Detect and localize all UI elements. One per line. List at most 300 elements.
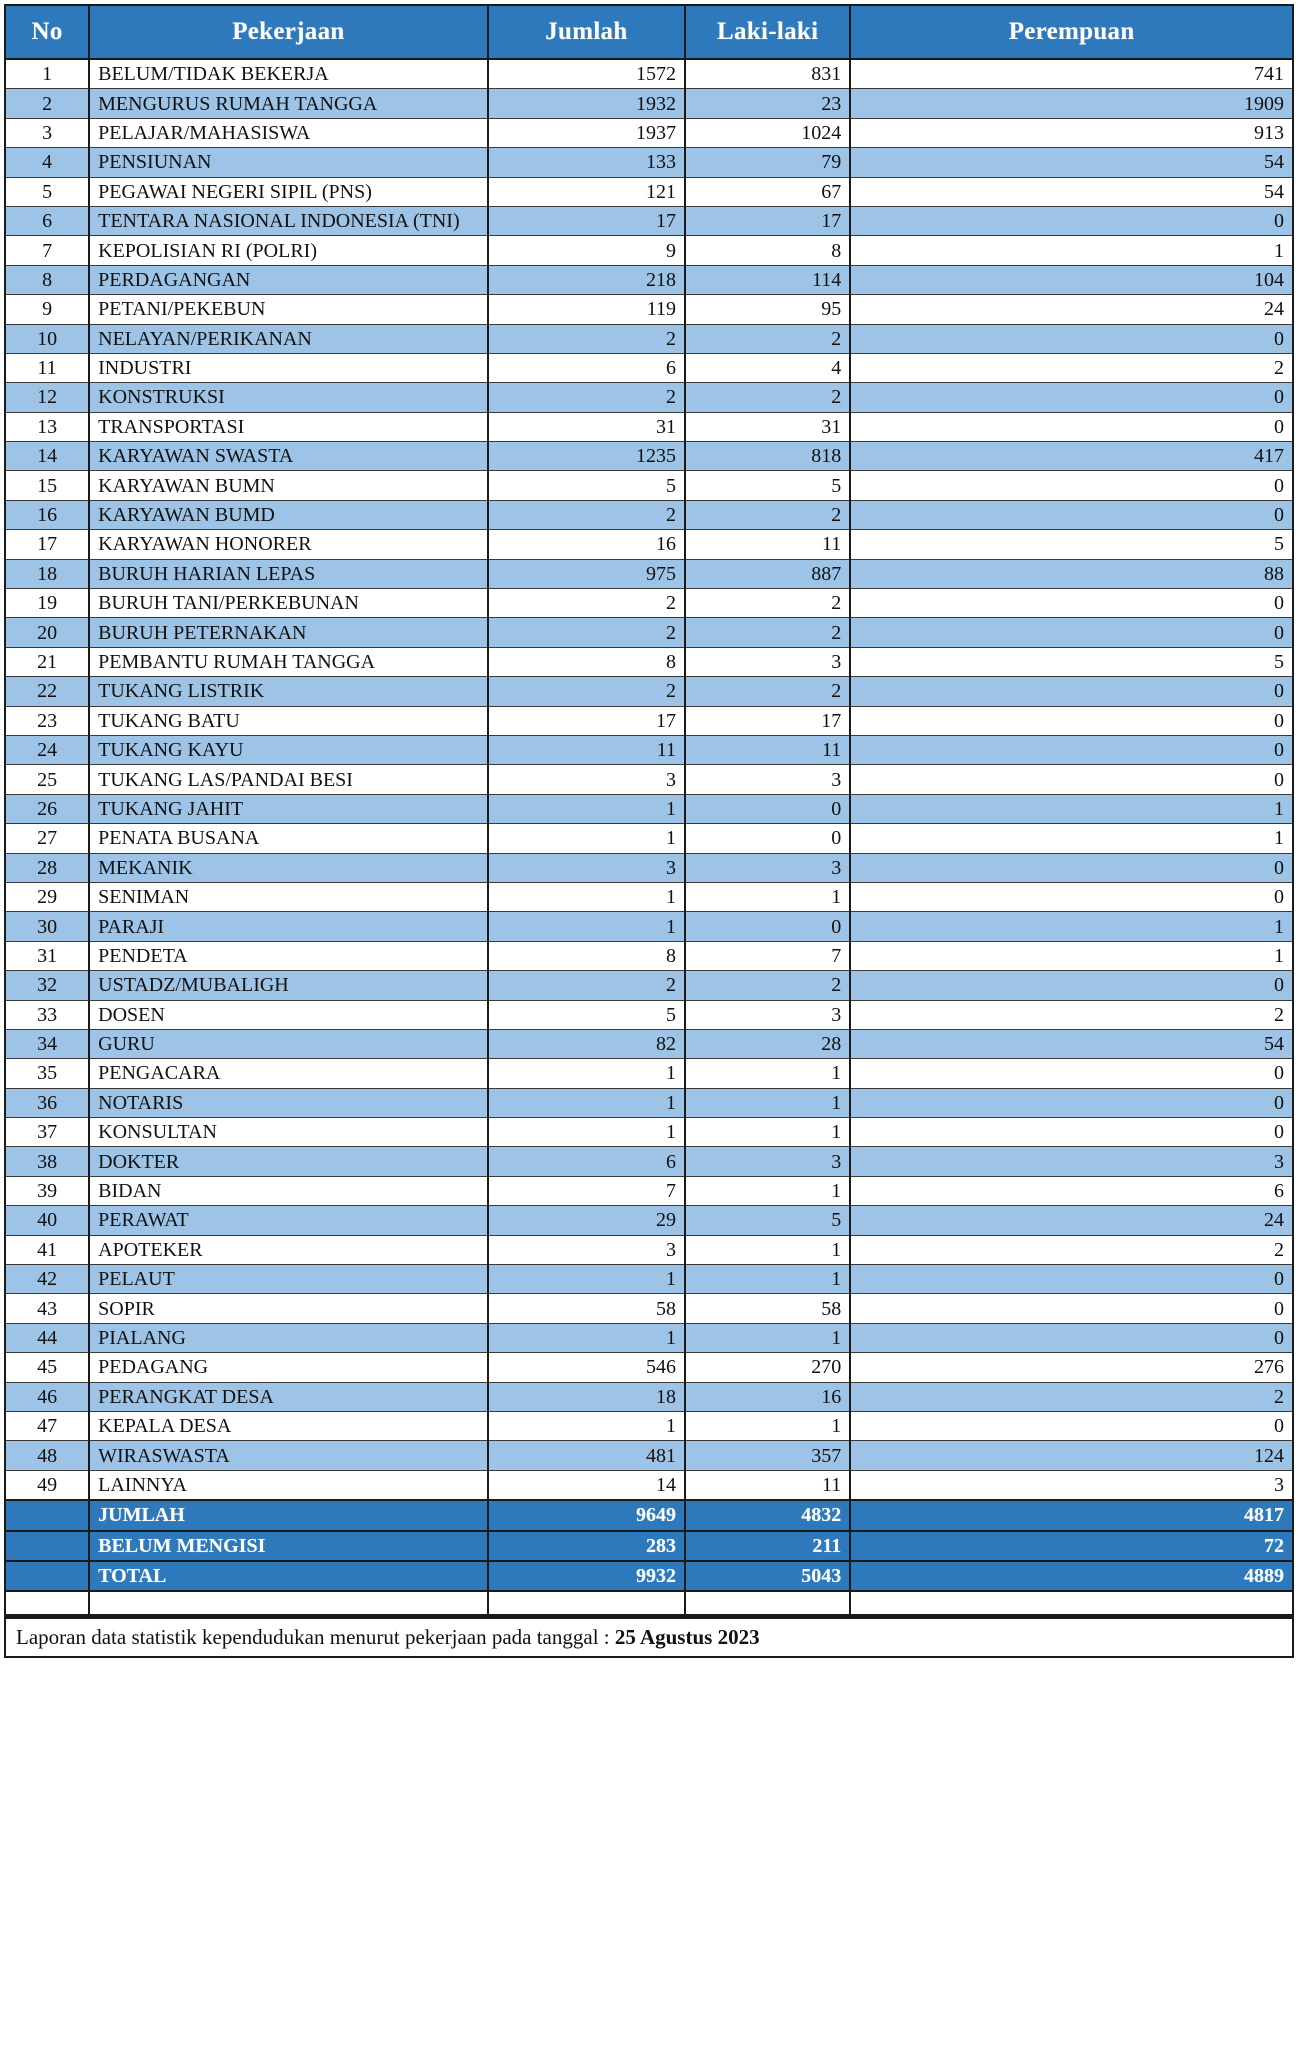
cell-jumlah: 133: [488, 148, 685, 177]
cell-laki-laki: 3: [685, 1000, 850, 1029]
cell-no: 36: [5, 1088, 89, 1117]
cell-no: 48: [5, 1441, 89, 1470]
cell-pekerjaan: PEMBANTU RUMAH TANGGA: [89, 647, 488, 676]
cell-laki-laki: 17: [685, 206, 850, 235]
cell-pekerjaan: PELAUT: [89, 1265, 488, 1294]
cell-no: 32: [5, 971, 89, 1000]
cell-jumlah: 3: [488, 765, 685, 794]
cell-laki-laki: 831: [685, 59, 850, 89]
cell-jumlah: 18: [488, 1382, 685, 1411]
table-spacer-row: [5, 1591, 1293, 1615]
column-header-laki-laki[interactable]: Laki-laki: [685, 5, 850, 59]
cell-pekerjaan: PETANI/PEKEBUN: [89, 295, 488, 324]
table-row: [5, 148, 1293, 177]
cell-laki-laki: 17: [685, 706, 850, 735]
cell-pekerjaan: NOTARIS: [89, 1088, 488, 1117]
cell-perempuan: 1: [850, 794, 1293, 823]
cell-no: 40: [5, 1206, 89, 1235]
cell-jumlah: 2: [488, 971, 685, 1000]
cell-jumlah: 6: [488, 1147, 685, 1176]
table-row: [5, 765, 1293, 794]
table-header: [5, 5, 1293, 59]
cell-pekerjaan: PIALANG: [89, 1323, 488, 1352]
spacer-cell: [488, 1591, 685, 1615]
column-header-perempuan[interactable]: Perempuan: [850, 5, 1293, 59]
summary-cell-jumlah: 9649: [488, 1500, 685, 1530]
cell-laki-laki: 2: [685, 618, 850, 647]
cell-no: 17: [5, 530, 89, 559]
cell-laki-laki: 8: [685, 236, 850, 265]
table-row: [5, 1265, 1293, 1294]
spacer-cell: [5, 1591, 89, 1615]
cell-pekerjaan: NELAYAN/PERIKANAN: [89, 324, 488, 353]
cell-pekerjaan: WIRASWASTA: [89, 1441, 488, 1470]
cell-laki-laki: 2: [685, 500, 850, 529]
cell-no: 16: [5, 500, 89, 529]
cell-laki-laki: 28: [685, 1029, 850, 1058]
cell-no: 25: [5, 765, 89, 794]
cell-perempuan: 0: [850, 1294, 1293, 1323]
table-row: [5, 1353, 1293, 1382]
cell-perempuan: 2: [850, 353, 1293, 382]
cell-jumlah: 1572: [488, 59, 685, 89]
cell-laki-laki: 2: [685, 324, 850, 353]
table-row: [5, 882, 1293, 911]
cell-no: 27: [5, 824, 89, 853]
table-row: [5, 1411, 1293, 1440]
cell-laki-laki: 1: [685, 1265, 850, 1294]
cell-jumlah: 546: [488, 1353, 685, 1382]
cell-pekerjaan: PENDETA: [89, 941, 488, 970]
cell-perempuan: 124: [850, 1441, 1293, 1470]
cell-perempuan: 417: [850, 442, 1293, 471]
summary-cell-laki-laki: 5043: [685, 1561, 850, 1591]
cell-jumlah: 2: [488, 324, 685, 353]
summary-cell-label: BELUM MENGISI: [89, 1531, 488, 1561]
cell-pekerjaan: USTADZ/MUBALIGH: [89, 971, 488, 1000]
table-row: [5, 118, 1293, 147]
cell-perempuan: 0: [850, 882, 1293, 911]
table-row: [5, 1176, 1293, 1205]
cell-no: 33: [5, 1000, 89, 1029]
cell-pekerjaan: LAINNYA: [89, 1470, 488, 1500]
cell-jumlah: 1: [488, 1323, 685, 1352]
cell-perempuan: 5: [850, 530, 1293, 559]
cell-pekerjaan: PERAWAT: [89, 1206, 488, 1235]
cell-laki-laki: 2: [685, 971, 850, 1000]
cell-perempuan: 0: [850, 412, 1293, 441]
cell-no: 34: [5, 1029, 89, 1058]
cell-pekerjaan: PENSIUNAN: [89, 148, 488, 177]
cell-laki-laki: 2: [685, 677, 850, 706]
cell-pekerjaan: PEGAWAI NEGERI SIPIL (PNS): [89, 177, 488, 206]
cell-jumlah: 8: [488, 941, 685, 970]
cell-laki-laki: 11: [685, 530, 850, 559]
cell-pekerjaan: APOTEKER: [89, 1235, 488, 1264]
cell-laki-laki: 1: [685, 1176, 850, 1205]
cell-laki-laki: 67: [685, 177, 850, 206]
cell-pekerjaan: TUKANG KAYU: [89, 735, 488, 764]
cell-perempuan: 3: [850, 1470, 1293, 1500]
population-by-occupation-table: [4, 4, 1294, 1616]
cell-pekerjaan: PARAJI: [89, 912, 488, 941]
cell-no: 39: [5, 1176, 89, 1205]
cell-pekerjaan: BURUH HARIAN LEPAS: [89, 559, 488, 588]
cell-jumlah: 2: [488, 383, 685, 412]
cell-laki-laki: 2: [685, 589, 850, 618]
cell-jumlah: 1: [488, 1265, 685, 1294]
cell-jumlah: 8: [488, 647, 685, 676]
cell-no: 21: [5, 647, 89, 676]
summary-cell-laki-laki: 211: [685, 1531, 850, 1561]
cell-jumlah: 29: [488, 1206, 685, 1235]
cell-perempuan: 0: [850, 971, 1293, 1000]
cell-pekerjaan: PENGACARA: [89, 1059, 488, 1088]
cell-pekerjaan: TENTARA NASIONAL INDONESIA (TNI): [89, 206, 488, 235]
cell-pekerjaan: KARYAWAN BUMN: [89, 471, 488, 500]
table-row: [5, 1118, 1293, 1147]
cell-perempuan: 1909: [850, 89, 1293, 118]
column-header-jumlah[interactable]: Jumlah: [488, 5, 685, 59]
cell-no: 49: [5, 1470, 89, 1500]
table-row: [5, 177, 1293, 206]
cell-jumlah: 17: [488, 206, 685, 235]
cell-laki-laki: 2: [685, 383, 850, 412]
cell-no: 38: [5, 1147, 89, 1176]
cell-no: 1: [5, 59, 89, 89]
cell-laki-laki: 5: [685, 471, 850, 500]
cell-no: 14: [5, 442, 89, 471]
cell-jumlah: 17: [488, 706, 685, 735]
cell-perempuan: 0: [850, 383, 1293, 412]
cell-jumlah: 1932: [488, 89, 685, 118]
summary-cell-laki-laki: 4832: [685, 1500, 850, 1530]
table-row: [5, 706, 1293, 735]
cell-no: 2: [5, 89, 89, 118]
cell-pekerjaan: INDUSTRI: [89, 353, 488, 382]
cell-perempuan: 0: [850, 324, 1293, 353]
cell-no: 22: [5, 677, 89, 706]
cell-jumlah: 82: [488, 1029, 685, 1058]
cell-perempuan: 6: [850, 1176, 1293, 1205]
cell-perempuan: 88: [850, 559, 1293, 588]
cell-pekerjaan: TRANSPORTASI: [89, 412, 488, 441]
table-row: [5, 853, 1293, 882]
table-row: [5, 206, 1293, 235]
cell-laki-laki: 1: [685, 1059, 850, 1088]
cell-perempuan: 1: [850, 941, 1293, 970]
summary-cell-jumlah: 283: [488, 1531, 685, 1561]
cell-laki-laki: 1: [685, 1235, 850, 1264]
cell-laki-laki: 16: [685, 1382, 850, 1411]
cell-perempuan: 0: [850, 1088, 1293, 1117]
table-row: [5, 442, 1293, 471]
cell-no: 15: [5, 471, 89, 500]
cell-no: 8: [5, 265, 89, 294]
cell-jumlah: 2: [488, 618, 685, 647]
summary-cell-perempuan: 4817: [850, 1500, 1293, 1530]
cell-jumlah: 3: [488, 1235, 685, 1264]
cell-perempuan: 24: [850, 295, 1293, 324]
table-row: [5, 1059, 1293, 1088]
summary-cell-no: [5, 1500, 89, 1530]
cell-perempuan: 1: [850, 236, 1293, 265]
cell-perempuan: 0: [850, 589, 1293, 618]
cell-no: 37: [5, 1118, 89, 1147]
spacer-cell: [850, 1591, 1293, 1615]
cell-pekerjaan: DOKTER: [89, 1147, 488, 1176]
cell-perempuan: 0: [850, 853, 1293, 882]
cell-perempuan: 0: [850, 1411, 1293, 1440]
cell-jumlah: 16: [488, 530, 685, 559]
cell-jumlah: 5: [488, 471, 685, 500]
cell-jumlah: 31: [488, 412, 685, 441]
cell-no: 44: [5, 1323, 89, 1352]
cell-laki-laki: 3: [685, 647, 850, 676]
cell-perempuan: 0: [850, 618, 1293, 647]
table-row: [5, 559, 1293, 588]
cell-no: 41: [5, 1235, 89, 1264]
table-row: [5, 236, 1293, 265]
cell-laki-laki: 357: [685, 1441, 850, 1470]
table-row: [5, 1323, 1293, 1352]
cell-no: 18: [5, 559, 89, 588]
cell-no: 4: [5, 148, 89, 177]
cell-no: 5: [5, 177, 89, 206]
cell-no: 6: [5, 206, 89, 235]
cell-no: 11: [5, 353, 89, 382]
cell-pekerjaan: MENGURUS RUMAH TANGGA: [89, 89, 488, 118]
table-row: [5, 1294, 1293, 1323]
cell-no: 29: [5, 882, 89, 911]
summary-cell-label: JUMLAH: [89, 1500, 488, 1530]
cell-jumlah: 1: [488, 1411, 685, 1440]
cell-laki-laki: 95: [685, 295, 850, 324]
table-row: [5, 647, 1293, 676]
cell-laki-laki: 7: [685, 941, 850, 970]
cell-perempuan: 0: [850, 471, 1293, 500]
cell-jumlah: 121: [488, 177, 685, 206]
cell-perempuan: 54: [850, 177, 1293, 206]
cell-jumlah: 2: [488, 500, 685, 529]
cell-no: 28: [5, 853, 89, 882]
table-row: [5, 1441, 1293, 1470]
cell-no: 13: [5, 412, 89, 441]
cell-perempuan: 913: [850, 118, 1293, 147]
cell-laki-laki: 3: [685, 853, 850, 882]
cell-jumlah: 1: [488, 912, 685, 941]
cell-pekerjaan: TUKANG BATU: [89, 706, 488, 735]
table-row: [5, 677, 1293, 706]
cell-laki-laki: 5: [685, 1206, 850, 1235]
cell-laki-laki: 1024: [685, 118, 850, 147]
cell-jumlah: 14: [488, 1470, 685, 1500]
cell-laki-laki: 1: [685, 1323, 850, 1352]
cell-laki-laki: 0: [685, 824, 850, 853]
summary-cell-perempuan: 4889: [850, 1561, 1293, 1591]
cell-perempuan: 0: [850, 1118, 1293, 1147]
cell-pekerjaan: KONSTRUKSI: [89, 383, 488, 412]
summary-cell-jumlah: 9932: [488, 1561, 685, 1591]
table-row: [5, 1206, 1293, 1235]
table-row: [5, 1147, 1293, 1176]
cell-laki-laki: 79: [685, 148, 850, 177]
cell-perempuan: 276: [850, 1353, 1293, 1382]
cell-no: 43: [5, 1294, 89, 1323]
cell-no: 23: [5, 706, 89, 735]
cell-laki-laki: 1: [685, 1411, 850, 1440]
cell-perempuan: 0: [850, 765, 1293, 794]
cell-perempuan: 0: [850, 735, 1293, 764]
cell-laki-laki: 23: [685, 89, 850, 118]
cell-perempuan: 5: [850, 647, 1293, 676]
cell-no: 46: [5, 1382, 89, 1411]
table-row: [5, 1382, 1293, 1411]
table-row: [5, 1470, 1293, 1500]
cell-perempuan: 104: [850, 265, 1293, 294]
cell-laki-laki: 3: [685, 765, 850, 794]
cell-perempuan: 54: [850, 1029, 1293, 1058]
cell-jumlah: 9: [488, 236, 685, 265]
table-row: [5, 59, 1293, 89]
cell-perempuan: 1: [850, 824, 1293, 853]
cell-pekerjaan: PERANGKAT DESA: [89, 1382, 488, 1411]
cell-pekerjaan: KEPOLISIAN RI (POLRI): [89, 236, 488, 265]
cell-jumlah: 5: [488, 1000, 685, 1029]
cell-pekerjaan: BURUH TANI/PERKEBUNAN: [89, 589, 488, 618]
table-row: [5, 412, 1293, 441]
cell-laki-laki: 270: [685, 1353, 850, 1382]
cell-no: 7: [5, 236, 89, 265]
cell-jumlah: 1: [488, 824, 685, 853]
cell-pekerjaan: BELUM/TIDAK BEKERJA: [89, 59, 488, 89]
cell-pekerjaan: PEDAGANG: [89, 1353, 488, 1382]
cell-perempuan: 24: [850, 1206, 1293, 1235]
table-row: [5, 1088, 1293, 1117]
table-row: [5, 1029, 1293, 1058]
summary-cell-no: [5, 1561, 89, 1591]
cell-laki-laki: 58: [685, 1294, 850, 1323]
cell-laki-laki: 887: [685, 559, 850, 588]
cell-pekerjaan: KONSULTAN: [89, 1118, 488, 1147]
cell-no: 12: [5, 383, 89, 412]
cell-perempuan: 0: [850, 1059, 1293, 1088]
cell-laki-laki: 1: [685, 1088, 850, 1117]
cell-perempuan: 1: [850, 912, 1293, 941]
cell-pekerjaan: TUKANG LISTRIK: [89, 677, 488, 706]
cell-no: 24: [5, 735, 89, 764]
cell-pekerjaan: PELAJAR/MAHASISWA: [89, 118, 488, 147]
cell-jumlah: 218: [488, 265, 685, 294]
table-body: [5, 59, 1293, 1615]
cell-pekerjaan: PENATA BUSANA: [89, 824, 488, 853]
spacer-cell: [89, 1591, 488, 1615]
table-summary-row: [5, 1561, 1293, 1591]
cell-jumlah: 1: [488, 794, 685, 823]
cell-perempuan: 0: [850, 500, 1293, 529]
table-row: [5, 530, 1293, 559]
cell-perempuan: 0: [850, 206, 1293, 235]
cell-laki-laki: 11: [685, 735, 850, 764]
cell-pekerjaan: PERDAGANGAN: [89, 265, 488, 294]
cell-pekerjaan: GURU: [89, 1029, 488, 1058]
table-row: [5, 912, 1293, 941]
cell-laki-laki: 11: [685, 1470, 850, 1500]
footnote-label: Laporan data statistik kependudukan menurut pekerjaan pada tanggal :: [16, 1625, 615, 1650]
table-row: [5, 971, 1293, 1000]
column-header-pekerjaan[interactable]: Pekerjaan: [89, 5, 488, 59]
cell-pekerjaan: TUKANG JAHIT: [89, 794, 488, 823]
cell-jumlah: 6: [488, 353, 685, 382]
cell-no: 20: [5, 618, 89, 647]
cell-pekerjaan: KARYAWAN HONORER: [89, 530, 488, 559]
cell-laki-laki: 818: [685, 442, 850, 471]
table-row: [5, 89, 1293, 118]
table-row: [5, 735, 1293, 764]
column-header-no[interactable]: No: [5, 5, 89, 59]
cell-perempuan: 2: [850, 1000, 1293, 1029]
summary-cell-no: [5, 1531, 89, 1561]
cell-pekerjaan: KARYAWAN SWASTA: [89, 442, 488, 471]
table-row: [5, 1000, 1293, 1029]
report-footnote: [4, 1616, 1294, 1658]
table-row: [5, 383, 1293, 412]
cell-no: 10: [5, 324, 89, 353]
cell-no: 30: [5, 912, 89, 941]
summary-cell-perempuan: 72: [850, 1531, 1293, 1561]
summary-cell-label: TOTAL: [89, 1561, 488, 1591]
cell-jumlah: 7: [488, 1176, 685, 1205]
cell-perempuan: 0: [850, 1323, 1293, 1352]
cell-perempuan: 0: [850, 677, 1293, 706]
cell-laki-laki: 1: [685, 882, 850, 911]
cell-jumlah: 1: [488, 1059, 685, 1088]
table-summary-row: [5, 1500, 1293, 1530]
cell-pekerjaan: KARYAWAN BUMD: [89, 500, 488, 529]
table-header-row: [5, 5, 1293, 59]
cell-perempuan: 3: [850, 1147, 1293, 1176]
cell-jumlah: 1937: [488, 118, 685, 147]
table-row: [5, 589, 1293, 618]
cell-no: 3: [5, 118, 89, 147]
cell-laki-laki: 0: [685, 794, 850, 823]
cell-pekerjaan: SENIMAN: [89, 882, 488, 911]
cell-perempuan: 0: [850, 1265, 1293, 1294]
table-summary-row: [5, 1531, 1293, 1561]
footnote-text: [16, 1625, 760, 1650]
cell-no: 19: [5, 589, 89, 618]
cell-jumlah: 1: [488, 882, 685, 911]
footnote-date: 25 Agustus 2023: [614, 1625, 760, 1650]
table-row: [5, 794, 1293, 823]
cell-perempuan: 0: [850, 706, 1293, 735]
cell-perempuan: 2: [850, 1235, 1293, 1264]
cell-jumlah: 2: [488, 677, 685, 706]
cell-perempuan: 741: [850, 59, 1293, 89]
cell-pekerjaan: SOPIR: [89, 1294, 488, 1323]
cell-no: 47: [5, 1411, 89, 1440]
cell-no: 9: [5, 295, 89, 324]
table-row: [5, 265, 1293, 294]
table-row: [5, 324, 1293, 353]
table-row: [5, 471, 1293, 500]
cell-laki-laki: 3: [685, 1147, 850, 1176]
cell-laki-laki: 31: [685, 412, 850, 441]
cell-no: 35: [5, 1059, 89, 1088]
cell-jumlah: 1: [488, 1118, 685, 1147]
table-row: [5, 295, 1293, 324]
cell-jumlah: 2: [488, 589, 685, 618]
